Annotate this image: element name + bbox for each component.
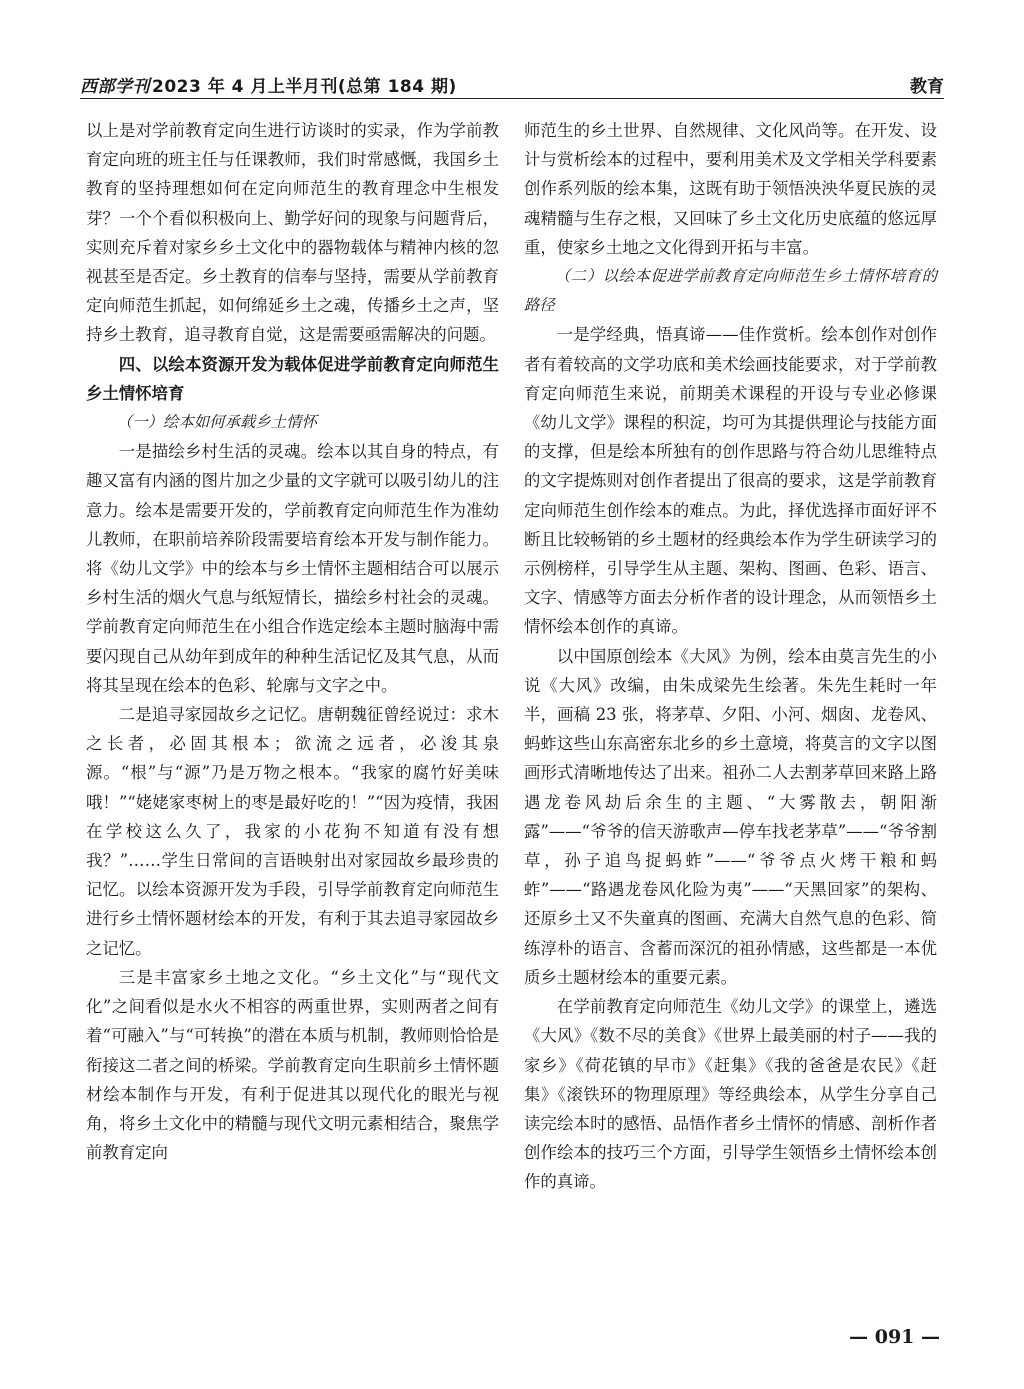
header-rule [80,98,944,99]
page-number: — 091 — [849,1326,940,1348]
section-label: 教育 [910,77,944,97]
body-paragraph: 以上是对学前教育定向生进行访谈时的实录，作为学前教育定向班的班主任与任课教师，我们时常感慨，我国乡土教育的坚持理想如何在定向师范生的教育理念中生根发芽？一个个看似积极向上、勤学好问的现象与问题背后，实则充斥着对家乡乡土文化中的器物载体与精神内核的忽视甚至是否定。乡土教育的信奉与坚持，需要从学前教育定向师范生抓起，如何绵延乡土之魂，传播乡土之声，坚持乡土教育，追寻教育自觉，这是需要亟需解决的问题。 [86,121,499,345]
body-paragraph: 一是描绘乡村生活的灵魂。绘本以其自身的特点，有趣又富有内涵的图片加之少量的文字就可以吸引幼儿的注意力。绘本是需要开发的，学前教育定向师范生作为准幼儿教师，在职前培养阶段需要培育绘本开发与制作能力。将《幼儿文学》中的绘本与乡土情怀主题相结合可以展示乡村生活的烟火气息与纸短情长，描绘乡村社会的灵魂。学前教育定向师范生在小组合作选定绘本主题时脑海中需要闪现自己从幼年到成年的种种生活记忆及其气息，从而将其呈现在绘本的色彩、轮廓与文字之中。 [86,442,499,695]
body-paragraph: 一是学经典，悟真谛——佳作赏析。绘本创作对创作者有着较高的文学功底和美术绘画技能要求，对于学前教育定向师范生来说，前期美术课程的开设与专业必修课《幼儿文学》课程的积淀，均可为其提供理论与技能方面的支撑，但是绘本所独有的创作思路与符合幼儿思维特点的文字提炼则对创作者提出了很高的要求，这是学前教育定向师范生创作绘本的难点。为此，择优选择市面好评不断且比较畅销的乡土题材的经典绘本作为学生研读学习的示例榜样，引导学生从主题、架构、图画、色彩、语言、文字、情感等方面去分析作者的设计理念，从而领悟乡土情怀绘本创作的真谛。 [524,325,937,637]
subsection-heading: （二）以绘本促进学前教育定向师范生乡土情怀培育的路径 [524,267,937,315]
body-paragraph: 三是丰富家乡土地之文化。“乡土文化”与“现代文化”之间看似是水火不相容的两重世界，实则两者之间有着“可融入”与“可转换”的潜在本质与机制，教师则恰恰是衔接这二者之间的桥梁。学前教育定向生职前乡土情怀题材绘本制作与开发，有利于促进其以现代化的眼光与视角，将乡土文化中的精髓与现代文明元素相结合，聚焦学前教育定向 [86,967,499,1163]
subsection-heading: （一）绘本如何承载乡土情怀 [116,413,317,432]
journal-issue-text: 2023 年 4 月上半月刊(总第 184 期) [152,77,457,97]
body-paragraph: 在学前教育定向师范生《幼儿文学》的课堂上，遴选《大风》《数不尽的美食》《世界上最美丽的村子——我的家乡》《荷花镇的早市》《赶集》《我的爸爸是农民》《赶集》《滚铁环的物理原理》等经典绘本，从学生分享自己读完绘本时的感悟、品悟作者乡土情怀的情感、剖析作者创作绘本的技巧三个方面，引导学生领悟乡土情怀绘本创作的真谛。 [524,997,937,1192]
running-header [80,68,944,98]
right-column [524,116,937,1197]
body-paragraph: 师范生的乡土世界、自然规律、文化风尚等。在开发、设计与赏析绘本的过程中，要利用美术及文学相关学科要素创作系列版的绘本集，这既有助于领悟泱泱华夏民族的灵魂精髓与生存之根，又回味了乡土文化历史底蕴的悠远厚重，使家乡土地之文化得到开拓与丰富。 [524,121,937,257]
journal-issue [80,72,457,97]
journal-logo: 西部学刊 [80,77,150,97]
left-column [86,116,499,1167]
section-heading: 四、以绘本资源开发为载体促进学前教育定向师范生乡土情怀培育 [86,354,499,403]
body-paragraph: 二是追寻家园故乡之记忆。唐朝魏征曾经说过：求木之长者，必固其根本；欲流之远者，必浚其泉源。“根”与“源”乃是万物之根本。“我家的腐竹好美味哦！”“姥姥家枣树上的枣是最好吃的！”“因为疫情，我困在学校这么久了，我家的小花狗不知道有没有想我？”……学生日常间的言语映射出对家园故乡最珍贵的记忆。以绘本资源开发为手段，引导学前教育定向师范生进行乡土情怀题材绘本的开发，有利于其去追寻家园故乡之记忆。 [86,705,499,958]
body-paragraph: 以中国原创绘本《大风》为例，绘本由莫言先生的小说《大风》改编，由朱成梁先生绘著。朱先生耗时一年半，画稿 23 张，将茅草、夕阳、小河、烟囱、龙卷风、蚂蚱这些山东高密东北乡的乡土意境，将莫言的文字以图画形式清晰地传达了出来。祖孙二人去割茅草回来路上路遇龙卷风劫后余生的主题、“大雾散去，朝阳渐露”——“爷爷的信天游歌声—停车找老茅草”——“爷爷割草，孙子追鸟捉蚂蚱”——“爷爷点火烤干粮和蚂蚱”——“路遇龙卷风化险为夷”——“天黑回家”的架构、还原乡土又不失童真的图画、充满大自然气息的色彩、简练淳朴的语言、含蓄而深沉的祖孙情感，这些都是一本优质乡土题材绘本的重要元素。 [524,646,937,987]
